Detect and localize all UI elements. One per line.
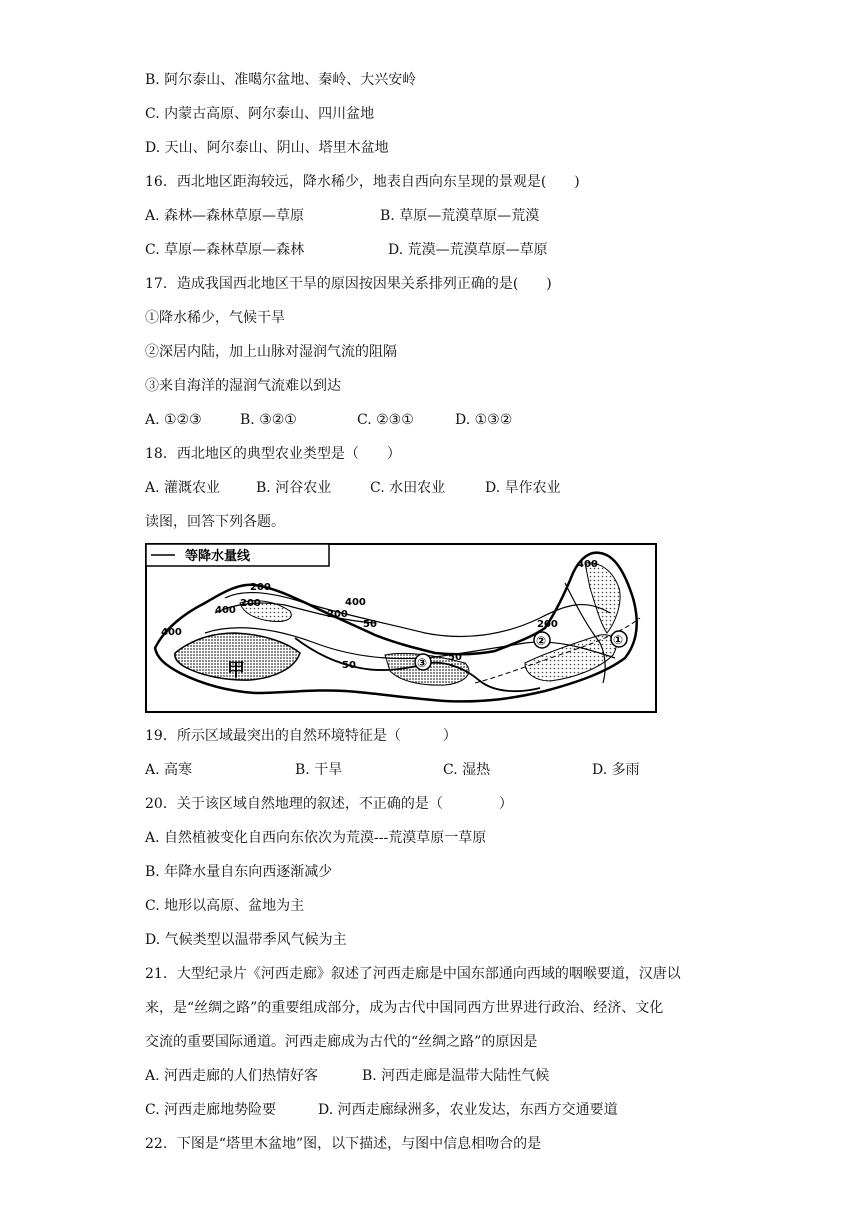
q16-option-c: C. 草原—森林草原—森林 — [145, 242, 305, 258]
q21-option-b: B. 河西走廊是温带大陆性气候 — [362, 1068, 550, 1084]
q17-option-a: A. ①②③ — [145, 412, 202, 428]
q21-stem-line-3: 交流的重要国际通道。河西走廊成为古代的“丝绸之路”的原因是 — [145, 1034, 538, 1050]
marker-label-3: ③ — [417, 656, 428, 670]
iso-label-50-c: 50 — [448, 652, 462, 663]
q18-option-a: A. 灌溉农业 — [145, 480, 221, 496]
map-intro: 读图，回答下列各题。 — [145, 514, 285, 530]
q18-option-c: C. 水田农业 — [370, 480, 446, 496]
iso-label-50-a: 50 — [363, 619, 377, 630]
q21-option-a: A. 河西走廊的人们热情好客 — [145, 1068, 319, 1084]
q19-option-c: C. 湿热 — [443, 762, 491, 778]
iso-label-50-b: 50 — [342, 660, 356, 671]
q15-option-c: C. 内蒙古高原、阿尔泰山、四川盆地 — [145, 106, 375, 122]
precipitation-map — [145, 543, 657, 713]
q19-option-a: A. 高寒 — [145, 762, 193, 778]
q20-option-d: D. 气候类型以温带季风气候为主 — [145, 932, 347, 948]
iso-label-400-b: 400 — [215, 605, 236, 616]
marker-label-1: ① — [613, 633, 624, 647]
q16-option-d: D. 荒漠—荒漠草原—草原 — [388, 242, 548, 258]
q19-option-d: D. 多雨 — [592, 762, 640, 778]
q17-statement-3: ③来自海洋的湿润气流难以到达 — [145, 378, 341, 394]
q17-statement-1: ①降水稀少，气候干旱 — [145, 310, 285, 326]
q17-option-b: B. ③②① — [240, 412, 297, 428]
iso-label-200-b: 200 — [240, 598, 261, 609]
q21-stem-line-2: 来，是“丝绸之路”的重要组成部分，成为古代中国同西方世界进行政治、经济、文化 — [145, 1000, 664, 1016]
q16-option-a: A. 森林—森林草原—草原 — [145, 208, 305, 224]
q20-option-c: C. 地形以高原、盆地为主 — [145, 898, 305, 914]
q20-option-a: A. 自然植被变化自西向东依次为荒漠---荒漠草原一草原 — [145, 830, 487, 846]
q21-stem-line-1: 21．大型纪录片《河西走廊》叙述了河西走廊是中国东部通向西域的咽喉要道，汉唐以 — [145, 966, 681, 982]
q16-stem: 16．西北地区距海较远，降水稀少，地表自西向东呈现的景观是( ) — [145, 174, 580, 190]
q15-option-b: B. 阿尔泰山、准噶尔盆地、秦岭、大兴安岭 — [145, 72, 417, 88]
q18-option-b: B. 河谷农业 — [256, 480, 332, 496]
q19-stem: 19．所示区域最突出的自然环境特征是（ ） — [145, 728, 457, 744]
q18-stem: 18．西北地区的典型农业类型是（ ） — [145, 446, 401, 462]
iso-label-200-a: 200 — [250, 582, 271, 593]
q17-option-c: C. ②③① — [357, 412, 414, 428]
q17-stem: 17．造成我国西北地区干旱的原因按因果关系排列正确的是( ) — [145, 276, 552, 292]
q15-option-d: D. 天山、阿尔泰山、阴山、塔里木盆地 — [145, 140, 389, 156]
legend-label: 等降水量线 — [185, 549, 251, 564]
q21-option-c: C. 河西走廊地势险要 — [145, 1102, 277, 1118]
q22-stem: 22．下图是“塔里木盆地”图，以下描述，与图中信息相吻合的是 — [145, 1136, 542, 1152]
iso-label-200-c: 200 — [327, 609, 348, 620]
q21-option-d: D. 河西走廊绿洲多，农业发达，东西方交通要道 — [318, 1102, 618, 1118]
q17-option-d: D. ①③② — [455, 412, 513, 428]
q17-statement-2: ②深居内陆，加上山脉对湿润气流的阻隔 — [145, 344, 397, 360]
iso-label-400-d: 400 — [161, 627, 182, 638]
q16-option-b: B. 草原—荒漠草原—荒漠 — [380, 208, 540, 224]
q19-option-b: B. 干旱 — [295, 762, 343, 778]
q18-option-d: D. 旱作农业 — [485, 480, 561, 496]
basin-label-jia: 甲 — [227, 660, 245, 681]
iso-label-400-c: 400 — [345, 597, 366, 608]
q20-stem: 20．关于该区域自然地理的叙述，不正确的是（ ） — [145, 796, 513, 812]
iso-label-400-a: 400 — [577, 559, 598, 570]
marker-label-2: ② — [536, 634, 547, 648]
q20-option-b: B. 年降水量自东向西逐渐减少 — [145, 864, 333, 880]
iso-label-200-d: 200 — [537, 619, 558, 630]
